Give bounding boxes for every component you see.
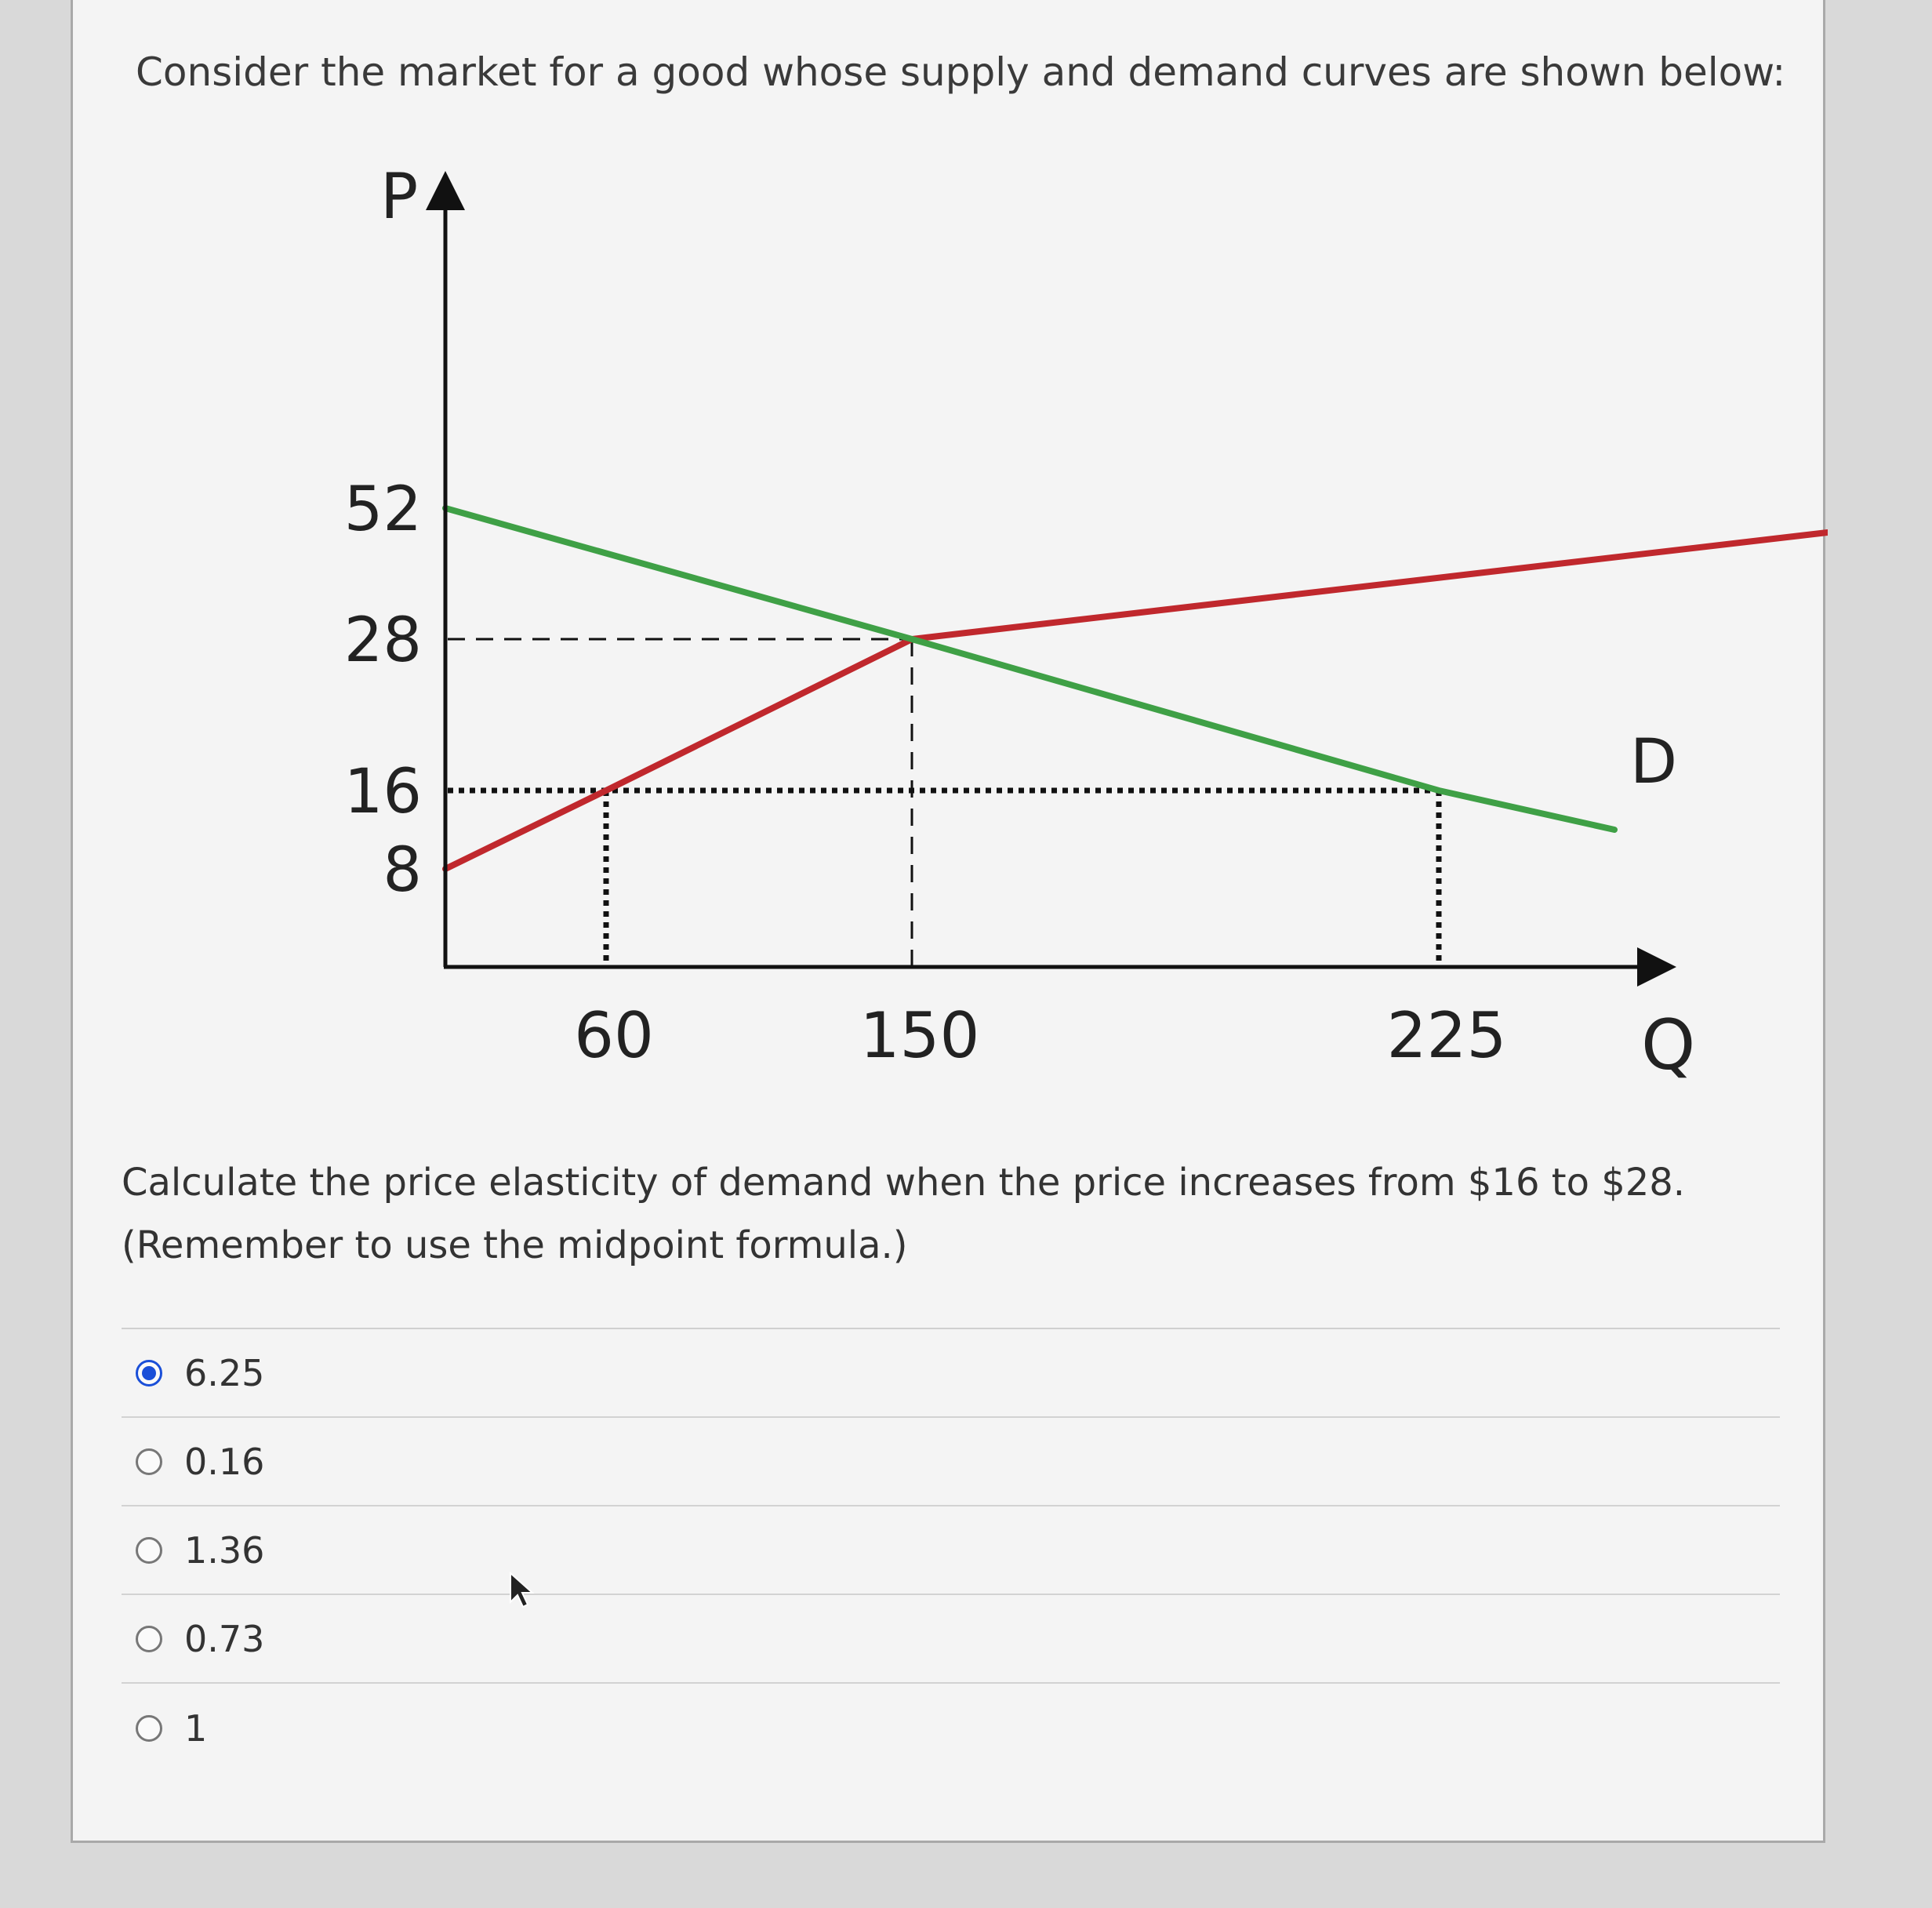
radio-button[interactable] bbox=[136, 1626, 162, 1652]
answer-options bbox=[122, 1328, 1780, 1772]
y-tick-label: 8 bbox=[383, 835, 422, 906]
y-tick-label: 16 bbox=[343, 757, 422, 827]
question-text bbox=[122, 1151, 1768, 1277]
x-tick-label: 225 bbox=[1386, 999, 1507, 1072]
option-label: 1 bbox=[184, 1706, 208, 1750]
answer-option[interactable] bbox=[122, 1418, 1780, 1506]
answer-option[interactable] bbox=[122, 1595, 1780, 1684]
radio-button[interactable] bbox=[136, 1537, 162, 1564]
x-tick-label: 150 bbox=[859, 999, 980, 1072]
question-card bbox=[71, 0, 1825, 1843]
series-line-s bbox=[445, 508, 1828, 869]
question-line-2: (Remember to use the midpoint formula.) bbox=[122, 1223, 908, 1267]
option-label: 6.25 bbox=[184, 1351, 265, 1394]
answer-option[interactable] bbox=[122, 1684, 1780, 1772]
question-line-1: Calculate the price elasticity of demand when the price increases from $16 to $28. bbox=[122, 1161, 1686, 1205]
radio-button[interactable] bbox=[136, 1360, 162, 1386]
mouse-pointer-icon bbox=[508, 1571, 536, 1610]
supply-demand-chart bbox=[73, 0, 1828, 1132]
y-tick-label: 52 bbox=[343, 474, 422, 545]
option-label: 0.16 bbox=[184, 1440, 265, 1483]
x-axis-label: Q bbox=[1641, 1005, 1696, 1085]
radio-button[interactable] bbox=[136, 1448, 162, 1475]
option-label: 0.73 bbox=[184, 1617, 265, 1660]
y-tick-label: 28 bbox=[343, 605, 422, 676]
y-axis-label: P bbox=[380, 160, 419, 233]
answer-option[interactable] bbox=[122, 1329, 1780, 1418]
series-label-d: D bbox=[1630, 727, 1678, 798]
option-label: 1.36 bbox=[184, 1528, 265, 1572]
x-tick-label: 60 bbox=[574, 999, 654, 1072]
radio-button[interactable] bbox=[136, 1715, 162, 1742]
answer-option[interactable] bbox=[122, 1506, 1780, 1595]
question-prompt: Consider the market for a good whose supply and demand curves are shown below: bbox=[136, 49, 1786, 95]
